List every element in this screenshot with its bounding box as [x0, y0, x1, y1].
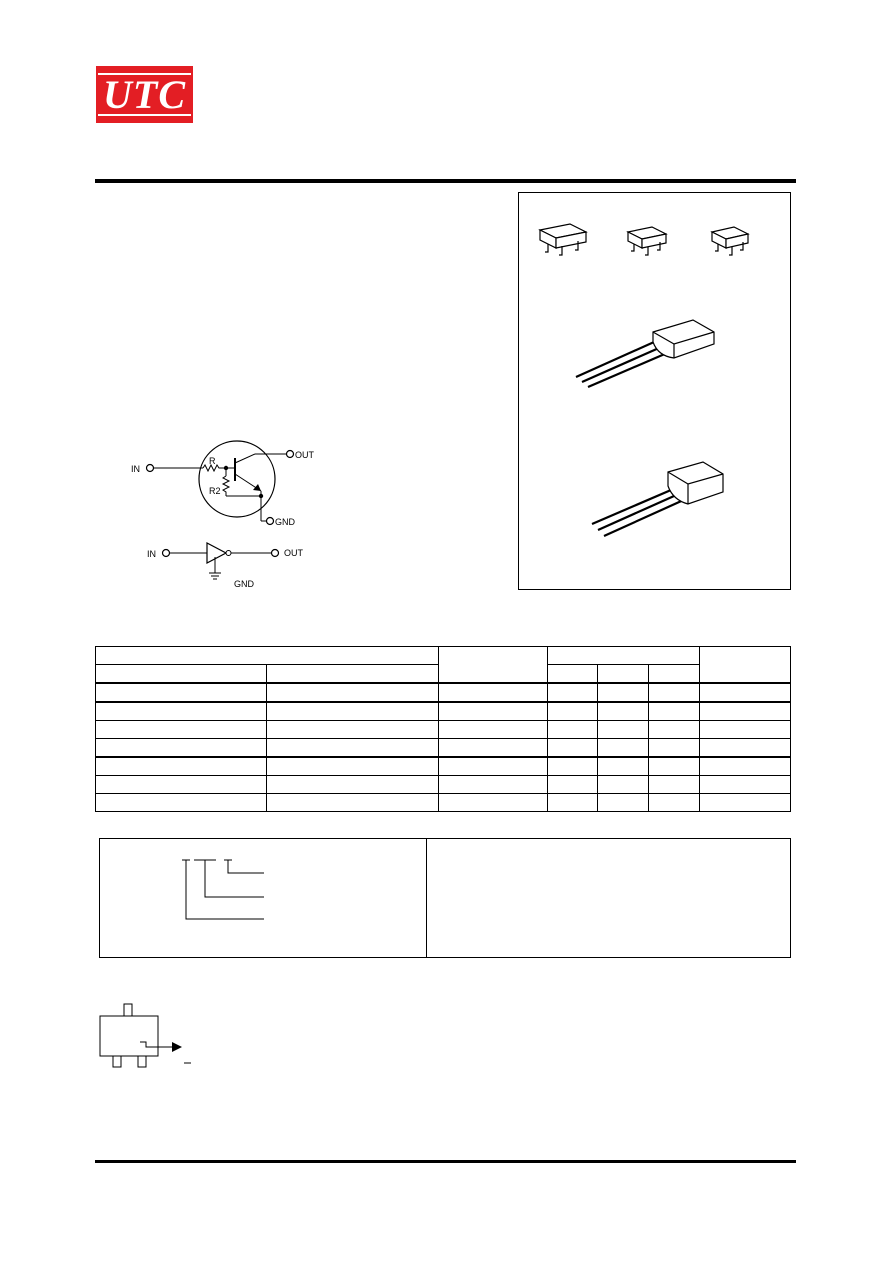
in-terminal: [147, 465, 154, 472]
transistor-outline: [199, 441, 275, 517]
table-row: [96, 776, 791, 794]
table-cell: [548, 665, 598, 684]
ordering-table: [95, 646, 791, 812]
table-cell: [598, 665, 649, 684]
package-body: [100, 1016, 158, 1056]
table-row: [96, 757, 791, 776]
header-rule: [95, 179, 796, 183]
sot-package-3: [712, 227, 748, 255]
to92-package: [576, 320, 714, 387]
utc-logo: [96, 66, 193, 123]
table-cell: [267, 665, 439, 684]
to92l-package: [592, 462, 723, 536]
arrow-icon: [172, 1042, 182, 1052]
circuit-gnd-label: GND: [275, 517, 295, 527]
inverter-symbol: [207, 543, 226, 563]
circuit-r1-label: R: [209, 456, 216, 466]
table-cell: [96, 647, 439, 665]
table-header-row: [96, 647, 791, 665]
marking-diagram: [96, 1000, 206, 1072]
symbol-out-label: OUT: [284, 548, 303, 558]
symbol-out-terminal: [272, 550, 279, 557]
table-row: [96, 683, 791, 702]
pin-bottom-right: [138, 1056, 146, 1067]
circuit-in-label: IN: [131, 464, 140, 474]
symbol-in-terminal: [163, 550, 170, 557]
pin-bottom-left: [113, 1056, 121, 1067]
sot-package-2: [628, 227, 666, 255]
logo-text: UTC: [103, 72, 186, 117]
footer-rule: [95, 1160, 796, 1163]
table-cell: [649, 665, 700, 684]
table-row: [96, 794, 791, 812]
table-cell: [700, 647, 791, 684]
sot-package-1: [540, 224, 586, 255]
table-row: [96, 721, 791, 739]
table-cell: [439, 647, 548, 684]
table-row: [96, 739, 791, 758]
table-cell: [96, 665, 267, 684]
r2-resistor: [223, 476, 229, 496]
package-illustrations: [518, 192, 791, 590]
symbol-gnd-label: GND: [234, 579, 254, 589]
symbol-in-label: IN: [147, 549, 156, 559]
circuit-out-label: OUT: [295, 450, 314, 460]
part-number-diagram: [180, 855, 270, 925]
part-number-divider: [426, 838, 427, 958]
gnd-terminal: [267, 518, 274, 525]
pin-top: [124, 1004, 132, 1016]
circuit-r2-label: R2: [209, 486, 221, 496]
equivalent-circuit: [125, 436, 325, 594]
out-terminal: [287, 451, 294, 458]
table-row: [96, 702, 791, 721]
table-cell: [548, 647, 700, 665]
